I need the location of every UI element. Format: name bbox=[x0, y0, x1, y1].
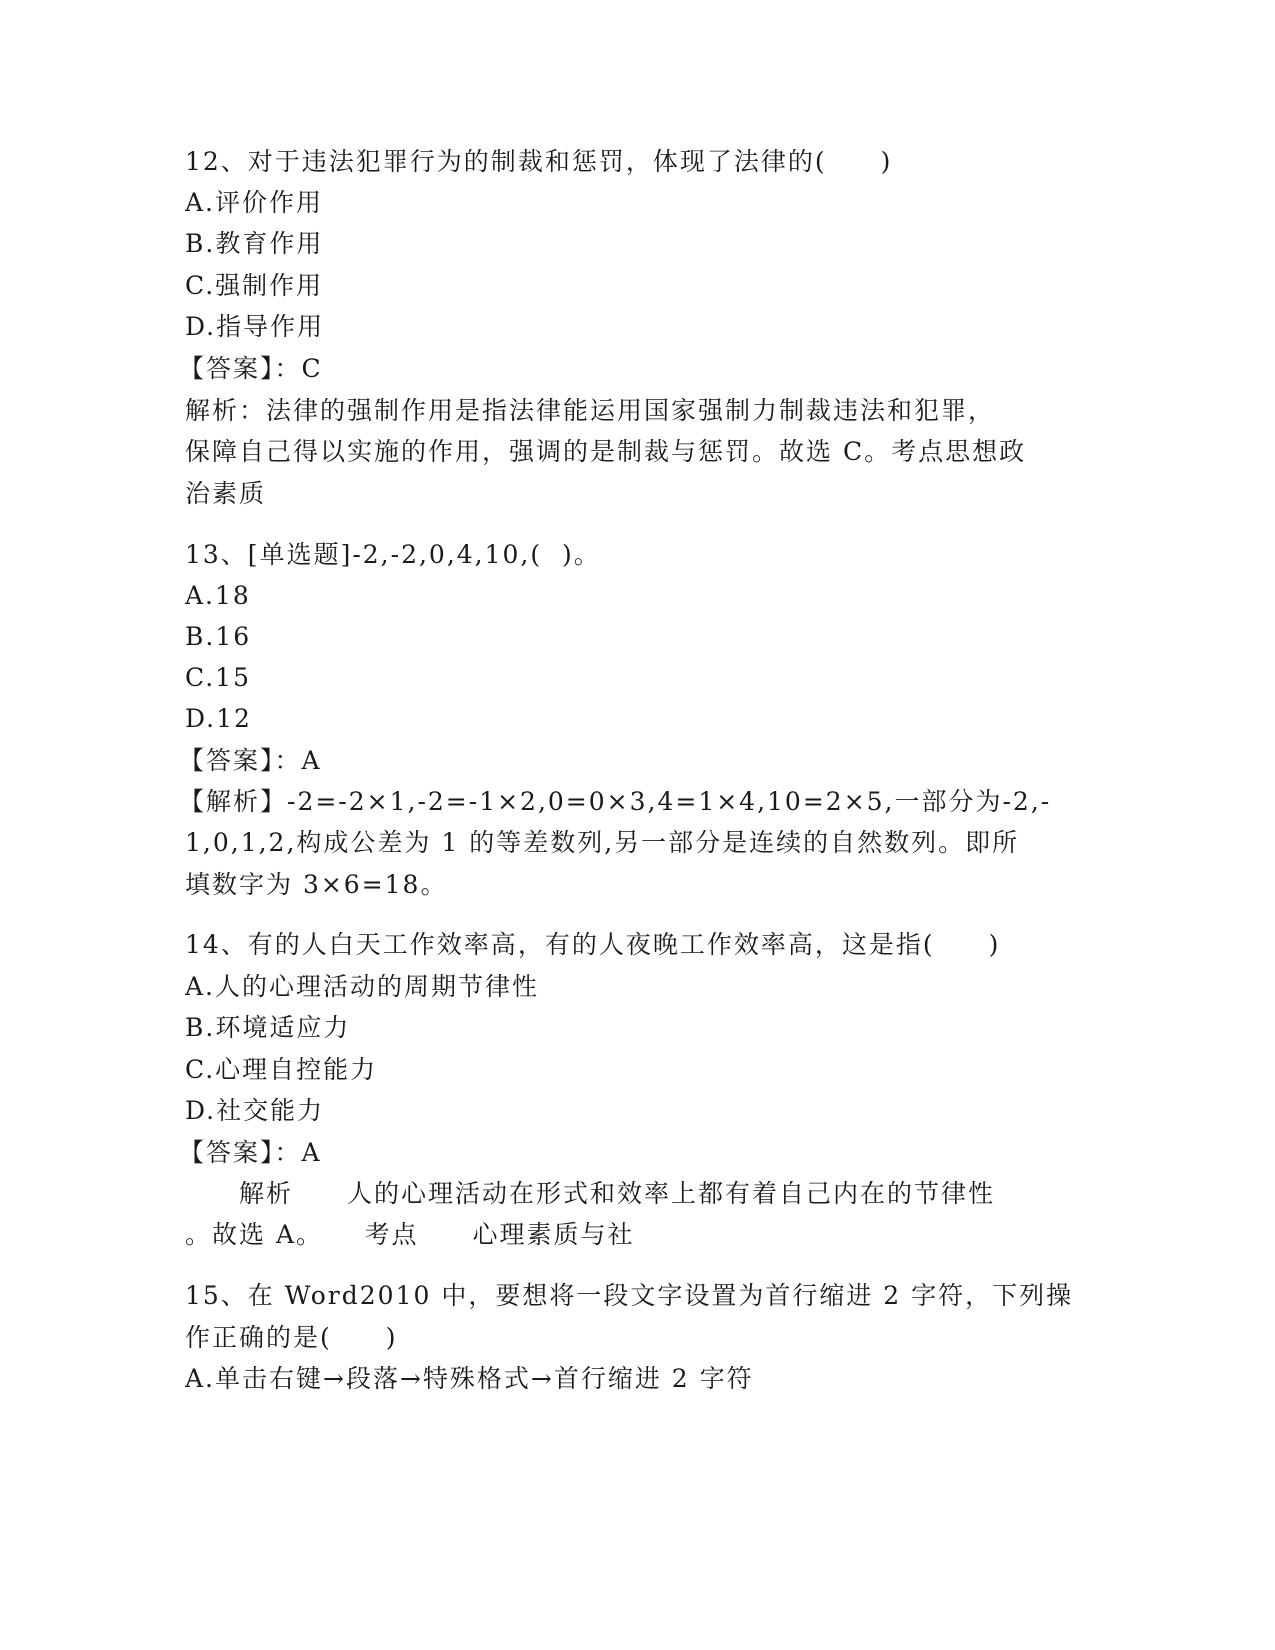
question-13-option-a: A.18 bbox=[185, 581, 251, 610]
question-15-stem-line-1: 15、在 Word2010 中，要想将一段文字设置为首行缩进 2 字符，下列操 bbox=[185, 1281, 1074, 1310]
question-13-answer: 【答案】：A bbox=[179, 746, 322, 775]
question-14-option-b: B.环境适应力 bbox=[185, 1013, 351, 1042]
question-14-option-c: C.心理自控能力 bbox=[185, 1055, 378, 1084]
question-12-option-a: A.评价作用 bbox=[185, 188, 324, 217]
question-12-option-d: D.指导作用 bbox=[185, 312, 325, 341]
question-12-analysis-line-2: 保障自己得以实施的作用，强调的是制裁与惩罚。故选 C。考点思想政 bbox=[185, 437, 1027, 466]
question-13-option-b: B.16 bbox=[185, 622, 252, 651]
question-13-option-c: C.15 bbox=[185, 663, 251, 692]
question-14-analysis-line-1: 解析 人的心理活动在形式和效率上都有着自己内在的节律性 bbox=[185, 1179, 996, 1208]
question-14-analysis-line-2: 。故选 A。 考点 心理素质与社 bbox=[185, 1220, 635, 1249]
question-13-stem: 13、[单选题]-2,-2,0,4,10,( )。 bbox=[185, 540, 601, 569]
question-13-analysis-line-2: 1,0,1,2,构成公差为 1 的等差数列,另一部分是连续的自然数列。即所 bbox=[185, 828, 1020, 857]
question-12-analysis-line-1: 解析：法律的强制作用是指法律能运用国家强制力制裁违法和犯罪， bbox=[185, 396, 996, 425]
question-14-stem: 14、有的人白天工作效率高，有的人夜晚工作效率高，这是指( ) bbox=[185, 930, 1001, 959]
question-14-answer: 【答案】：A bbox=[179, 1138, 322, 1167]
question-12-option-c: C.强制作用 bbox=[185, 271, 324, 300]
question-13-analysis-line-1: 【解析】-2=-2×1,-2=-1×2,0=0×3,4=1×4,10=2×5,一部分为-2,- bbox=[179, 787, 1052, 816]
question-14-option-d: D.社交能力 bbox=[185, 1096, 325, 1125]
question-15-option-a: A.单击右键→段落→特殊格式→首行缩进 2 字符 bbox=[185, 1364, 754, 1393]
question-13-analysis-line-3: 填数字为 3×6=18。 bbox=[185, 870, 448, 899]
question-13-option-d: D.12 bbox=[185, 704, 252, 733]
question-14-option-a: A.人的心理活动的周期节律性 bbox=[185, 972, 540, 1001]
question-15-stem-line-2: 作正确的是( ) bbox=[185, 1323, 398, 1352]
question-12-stem: 12、对于违法犯罪行为的制裁和惩罚，体现了法律的( ) bbox=[185, 147, 893, 176]
question-12-answer: 【答案】：C bbox=[179, 354, 323, 383]
question-12-option-b: B.教育作用 bbox=[185, 229, 324, 258]
question-12-analysis-line-3: 治素质 bbox=[185, 479, 267, 508]
